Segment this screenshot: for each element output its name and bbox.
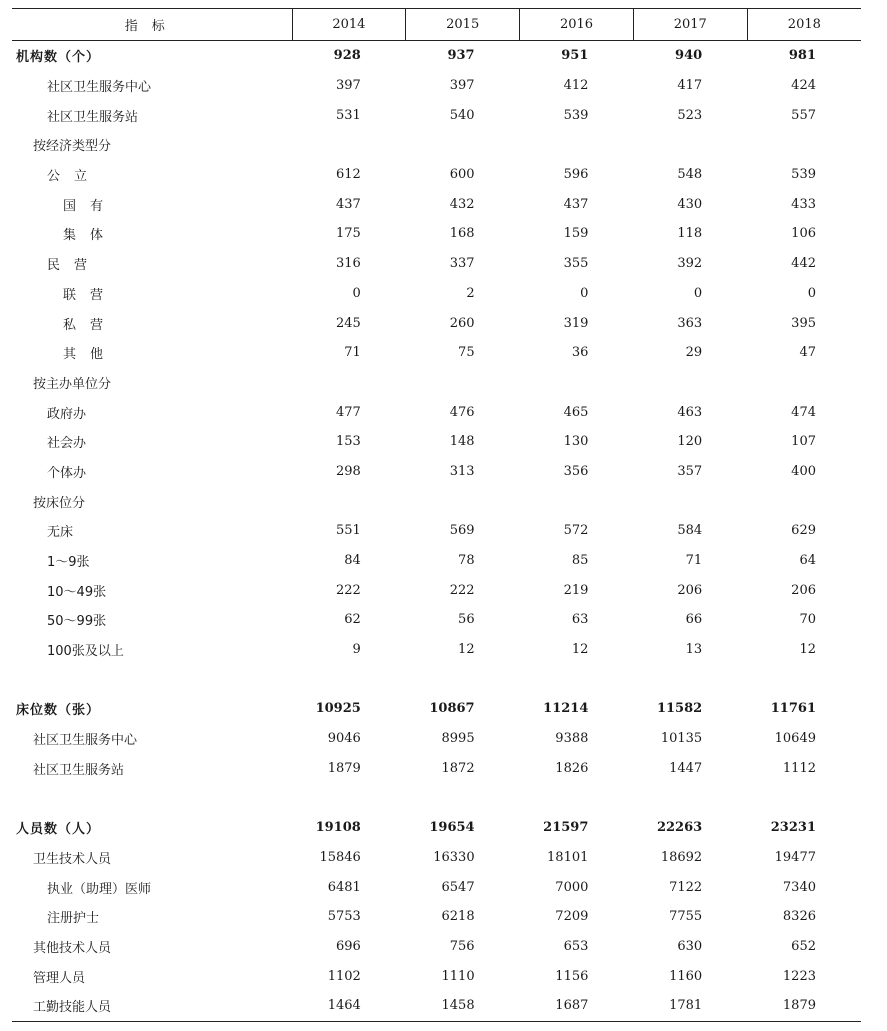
table-row [12,219,861,249]
row-value: 1110 [441,968,475,984]
table-row [12,813,861,843]
table-row [12,368,861,398]
row-value: 356 [563,463,589,479]
row-value: 85 [571,553,589,569]
row-value [747,368,861,398]
table-row [12,843,861,873]
row-value [633,486,747,516]
row-value: 7209 [555,909,589,925]
table-row [12,100,861,130]
row-value: 21597 [543,820,589,836]
row-value: 64 [799,553,816,569]
row-value: 1447 [669,760,703,776]
row-value: 106 [791,226,816,242]
row-value [406,130,520,160]
row-value: 62 [344,612,361,628]
row-value: 319 [563,315,589,331]
row-value: 8995 [441,731,475,747]
row-value: 937 [447,48,475,64]
spacer-cell [12,783,861,813]
row-value: 539 [791,167,816,183]
row-value: 397 [335,78,361,94]
row-value [520,368,634,398]
row-value: 316 [335,256,361,272]
row-value: 357 [677,463,703,479]
row-label: 管理人员 [33,970,86,986]
table-body [12,41,861,1022]
row-label: 社区卫生服务中心 [47,80,152,96]
row-value: 7122 [669,879,703,895]
header-year: 2015 [406,9,520,41]
row-value: 6218 [441,909,475,925]
row-value: 569 [449,523,475,539]
row-value: 548 [677,167,703,183]
row-value: 298 [335,463,361,479]
row-value: 363 [677,315,703,331]
row-value: 557 [791,107,816,123]
row-value [747,486,861,516]
row-value: 652 [791,938,816,954]
row-value: 36 [571,345,589,361]
row-label: 注册护士 [47,911,100,927]
table-row [12,961,861,991]
row-value: 168 [449,226,475,242]
row-value: 0 [352,285,361,301]
row-label: 工勤技能人员 [12,991,292,1021]
table-row [12,249,861,279]
row-value: 1879 [327,760,361,776]
table-row [12,754,861,784]
row-value: 433 [791,196,816,212]
table-row [12,694,861,724]
row-value: 1879 [747,991,861,1021]
row-value: 206 [791,582,816,598]
row-value: 653 [563,938,589,954]
table-header [12,9,861,41]
header-indicator: 指标 [12,9,292,41]
row-label: 人员数（人） [16,822,101,838]
row-value: 7755 [669,909,703,925]
row-label: 公立 [47,169,102,185]
row-label: 集体 [63,228,118,244]
row-value: 337 [449,256,475,272]
row-label: 社区卫生服务站 [47,109,139,125]
row-value: 120 [677,434,703,450]
row-value: 1781 [633,991,747,1021]
row-value: 474 [791,404,816,420]
row-value: 6547 [441,879,475,895]
row-value: 18101 [547,849,589,865]
row-value: 1223 [782,968,816,984]
row-label: 10～49张 [47,584,107,600]
row-value: 11214 [543,701,589,717]
table-row [12,41,861,71]
row-value: 130 [563,434,589,450]
row-value [520,486,634,516]
row-label: 100张及以上 [47,644,124,660]
row-label: 社会办 [47,436,87,452]
row-value: 951 [561,48,589,64]
row-value: 159 [563,226,589,242]
row-value: 10867 [429,701,475,717]
row-value: 465 [563,404,589,420]
table-row [12,338,861,368]
table-row [12,397,861,427]
row-value: 78 [458,553,475,569]
header-row [12,9,861,41]
row-value: 0 [580,285,589,301]
table-row [12,605,861,635]
row-value: 940 [675,48,703,64]
row-value: 7000 [555,879,589,895]
header-year: 2014 [292,9,406,41]
row-value: 539 [563,107,589,123]
row-value: 10925 [315,701,361,717]
row-value: 219 [563,582,589,598]
table-row [12,486,861,516]
row-value: 19654 [429,820,475,836]
row-value: 584 [677,523,703,539]
row-value: 9388 [555,731,589,747]
row-value: 630 [677,938,703,954]
row-value [633,130,747,160]
row-label: 其他 [63,347,118,363]
row-value: 629 [791,523,816,539]
row-label: 无床 [47,525,74,541]
row-value: 75 [458,345,475,361]
row-value [520,130,634,160]
statistics-table [12,8,861,1022]
row-value: 1872 [441,760,475,776]
row-value: 355 [563,256,589,272]
spacer-cell [12,664,861,694]
row-value: 1458 [406,991,520,1021]
spacer-row [12,783,861,813]
row-label: 卫生技术人员 [33,851,112,867]
row-value: 8326 [782,909,816,925]
row-value: 222 [335,582,361,598]
table-row [12,457,861,487]
row-value: 0 [807,285,816,301]
row-label: 联营 [63,287,118,303]
row-value: 12 [458,642,475,658]
row-value: 1687 [520,991,634,1021]
row-value: 412 [563,78,589,94]
row-value: 928 [333,48,361,64]
row-label: 按床位分 [33,495,86,511]
row-value: 430 [677,196,703,212]
row-value: 600 [449,167,475,183]
row-value: 10649 [774,731,816,747]
row-value: 572 [563,523,589,539]
row-label: 按经济类型分 [33,139,112,155]
row-label: 私营 [63,317,118,333]
row-value [747,130,861,160]
header-year: 2017 [633,9,747,41]
row-label: 政府办 [47,406,87,422]
header-year: 2016 [520,9,634,41]
row-value: 395 [791,315,816,331]
row-value: 118 [677,226,703,242]
row-value: 612 [335,167,361,183]
row-value [292,486,406,516]
row-value: 47 [799,345,816,361]
row-value: 596 [563,167,589,183]
row-value: 23231 [770,820,816,836]
row-value: 56 [458,612,475,628]
table-row [12,635,861,665]
row-value: 1464 [292,991,406,1021]
row-value: 756 [449,938,475,954]
row-label: 执业（助理）医师 [47,881,152,897]
row-value: 222 [449,582,475,598]
row-value [292,368,406,398]
row-value: 84 [344,553,361,569]
row-label: 其他技术人员 [33,940,112,956]
row-value: 400 [791,463,816,479]
row-value: 477 [335,404,361,420]
row-value: 107 [791,434,816,450]
spacer-row [12,664,861,694]
row-value: 437 [563,196,589,212]
row-value [292,130,406,160]
row-value: 551 [335,523,361,539]
row-value: 10135 [660,731,703,747]
row-value: 206 [677,582,703,598]
row-value: 397 [449,78,475,94]
row-label: 民营 [47,258,102,274]
row-value: 9 [352,642,361,658]
row-label: 1～9张 [47,555,90,571]
row-value: 523 [677,107,703,123]
table-row [12,279,861,309]
row-value: 9046 [327,731,361,747]
row-value: 12 [799,642,816,658]
row-value: 2 [466,285,475,301]
row-value: 5753 [327,909,361,925]
row-value: 22263 [656,820,703,836]
row-value: 476 [449,404,475,420]
row-value: 260 [449,315,475,331]
row-value: 1156 [555,968,589,984]
table-row [12,872,861,902]
table-row [12,130,861,160]
row-value: 531 [335,107,361,123]
row-value: 12 [571,642,589,658]
row-value: 6481 [327,879,361,895]
row-label: 社区卫生服务站 [33,762,125,778]
row-value: 70 [799,612,816,628]
table-row [12,308,861,338]
row-value: 71 [685,553,703,569]
row-value: 1826 [555,760,589,776]
row-value: 7340 [782,879,816,895]
table-row [12,516,861,546]
row-value: 16330 [433,849,475,865]
row-label: 床位数（张） [16,703,101,719]
row-value: 19477 [774,849,816,865]
table-row [12,189,861,219]
row-label: 个体办 [47,465,87,481]
row-value: 432 [449,196,475,212]
row-value: 424 [791,78,816,94]
row-value: 417 [677,78,703,94]
table-row [12,71,861,101]
row-value [633,368,747,398]
row-value: 11582 [656,701,703,717]
row-value: 15846 [319,849,361,865]
row-label: 机构数（个） [16,50,101,66]
row-value: 245 [335,315,361,331]
row-value: 313 [449,463,475,479]
row-value: 463 [677,404,703,420]
row-value: 11761 [770,701,816,717]
row-value: 1112 [782,760,816,776]
row-value: 437 [335,196,361,212]
row-value: 1160 [669,968,703,984]
row-label: 50～99张 [47,614,107,630]
row-value: 13 [685,642,703,658]
table-row [12,427,861,457]
table-row [12,991,861,1021]
row-value: 175 [335,226,361,242]
header-year: 2018 [747,9,861,41]
table-row [12,932,861,962]
table-row [12,546,861,576]
row-value [406,368,520,398]
table-row [12,160,861,190]
row-value [406,486,520,516]
row-label: 国有 [63,198,118,214]
row-value: 696 [335,938,361,954]
row-value: 63 [571,612,589,628]
row-value: 148 [449,434,475,450]
row-value: 71 [344,345,361,361]
row-value: 540 [449,107,475,123]
row-value: 392 [677,256,703,272]
row-value: 1102 [327,968,361,984]
row-value: 18692 [660,849,703,865]
table-row [12,902,861,932]
row-label: 社区卫生服务中心 [33,733,138,749]
row-value: 981 [788,48,816,64]
row-value: 66 [685,612,703,628]
row-value: 0 [693,285,703,301]
table-row [12,575,861,605]
row-value: 19108 [315,820,361,836]
row-value: 442 [791,256,816,272]
table-row [12,724,861,754]
row-value: 153 [335,434,361,450]
row-label: 按主办单位分 [33,376,112,392]
row-value: 29 [685,345,703,361]
